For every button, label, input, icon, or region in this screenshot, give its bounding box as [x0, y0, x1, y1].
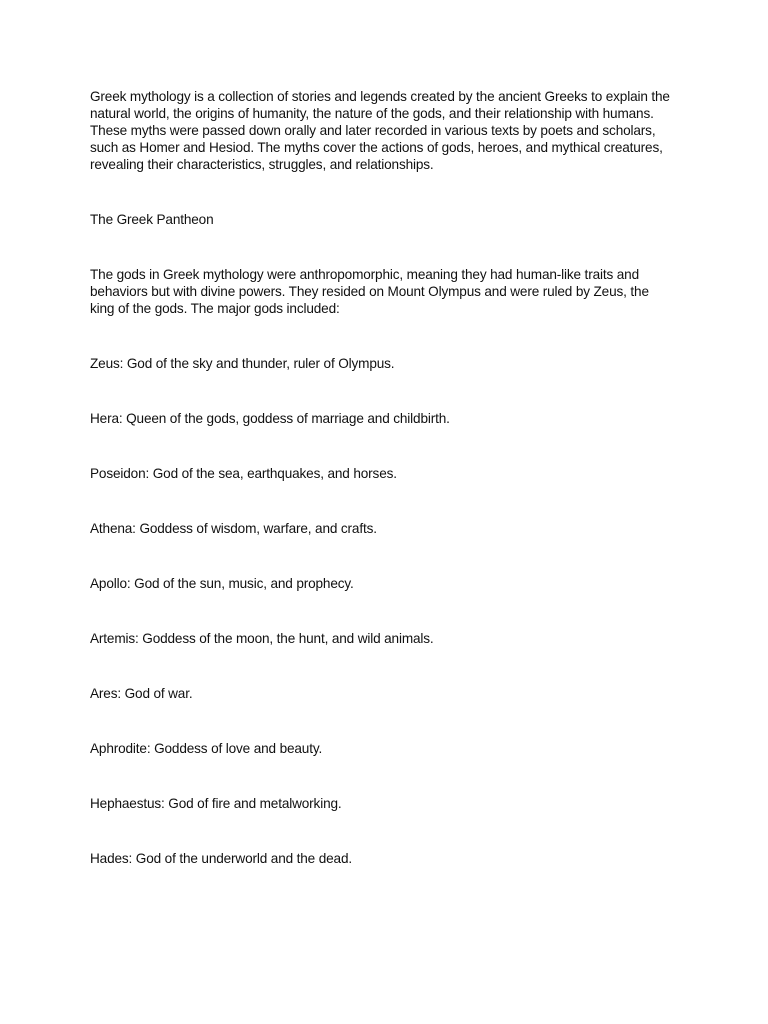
god-entry-athena: Athena: Goddess of wisdom, warfare, and crafts.: [90, 521, 377, 536]
god-entry-apollo: Apollo: God of the sun, music, and prophecy.: [90, 576, 354, 591]
god-entry-hera: Hera: Queen of the gods, goddess of marriage and childbirth.: [90, 411, 450, 426]
god-entry-artemis: Artemis: Goddess of the moon, the hunt, and wild animals.: [90, 631, 434, 646]
gods-list: [90, 355, 670, 867]
document-body: [90, 88, 670, 867]
god-entry-zeus: Zeus: God of the sky and thunder, ruler of Olympus.: [90, 356, 395, 371]
intro-paragraph: Greek mythology is a collection of stories and legends created by the ancient Greeks to explain the natural world, the origins of humanity, the nature of the gods, and their relationship with humans. These myths were passed down orally and later recorded in various texts by poets and scholars, such as Homer and Hesiod. The myths cover the actions of gods, heroes, and mythical creatures, revealing their characteristics, struggles, and relationships.: [90, 89, 670, 172]
god-entry-aphrodite: Aphrodite: Goddess of love and beauty.: [90, 741, 323, 756]
section-heading: The Greek Pantheon: [90, 212, 214, 227]
god-entry-ares: Ares: God of war.: [90, 686, 193, 701]
god-entry-hephaestus: Hephaestus: God of fire and metalworking.: [90, 796, 342, 811]
god-entry-hades: Hades: God of the underworld and the dead.: [90, 851, 352, 866]
god-entry-poseidon: Poseidon: God of the sea, earthquakes, and horses.: [90, 466, 397, 481]
lead-paragraph: The gods in Greek mythology were anthropomorphic, meaning they had human-like traits and behaviors but with divine powers. They resided on Mount Olympus and were ruled by Zeus, the king of the gods. The major gods included:: [90, 267, 649, 316]
